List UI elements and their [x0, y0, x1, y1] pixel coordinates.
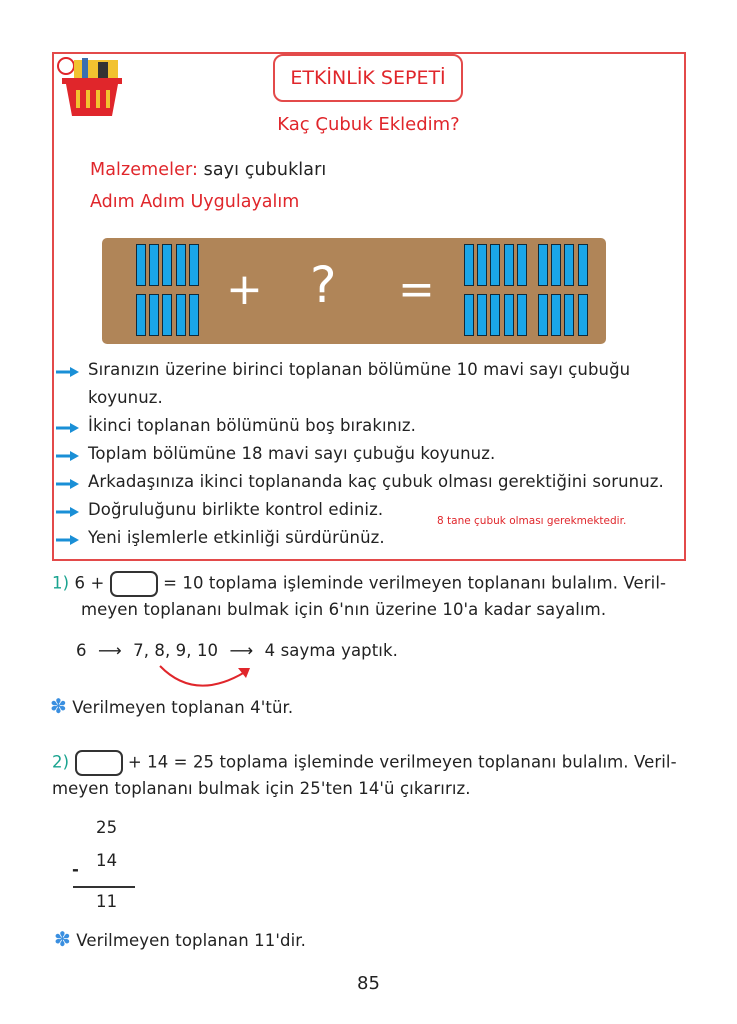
number-stick — [136, 244, 146, 286]
equals-sign: = — [398, 264, 435, 315]
number-stick — [517, 244, 527, 286]
number-stick — [578, 244, 588, 286]
number-stick — [464, 294, 474, 336]
number-stick — [517, 294, 527, 336]
plus-sign: + — [226, 264, 263, 315]
basket-icon — [56, 56, 128, 120]
number-stick — [551, 294, 561, 336]
number-stick — [464, 244, 474, 286]
number-stick — [477, 244, 487, 286]
number-stick — [176, 294, 186, 336]
minuend: 25 — [96, 818, 118, 837]
bullet-arrow-icon — [56, 450, 80, 462]
step-text: Doğruluğunu birlikte kontrol ediniz. — [88, 500, 384, 519]
question-mark: ? — [310, 256, 337, 314]
q1-line1: = 10 toplama işleminde verilmeyen toplananı bulalım. Veril- — [163, 573, 667, 593]
materials-value: sayı çubukları — [203, 160, 327, 180]
number-stick — [538, 294, 548, 336]
arrow-icon: ⟶ — [229, 641, 254, 660]
number-stick — [490, 294, 500, 336]
q2-answer-box — [75, 750, 123, 776]
number-stick — [504, 294, 514, 336]
q1-pre: 6 + — [74, 573, 105, 593]
bullet-arrow-icon — [56, 506, 80, 518]
q2-number: 2) — [52, 752, 70, 772]
number-stick — [504, 244, 514, 286]
bullet-arrow-icon — [56, 422, 80, 434]
step-text: Sıranızın üzerine birinci toplanan bölümüne 10 mavi sayı çubuğu — [88, 360, 631, 379]
flower-icon: ✽ — [54, 927, 71, 951]
step-text: İkinci toplanan bölümünü boş bırakınız. — [88, 416, 417, 435]
number-stick — [136, 294, 146, 336]
seq-numbers: 7, 8, 9, 10 — [133, 641, 219, 660]
bullet-arrow-icon — [56, 366, 80, 378]
number-stick — [477, 294, 487, 336]
bullet-arrow-icon — [56, 534, 80, 546]
flower-icon: ✽ — [50, 694, 67, 718]
q1-answer-box — [110, 571, 158, 597]
number-stick — [189, 244, 199, 286]
activity-subtitle: Kaç Çubuk Ekledim? — [277, 114, 460, 135]
seq-end: 4 sayma yaptık. — [264, 641, 398, 660]
q2-line2: meyen toplananı bulmak için 25'ten 14'ü çıkarırız. — [52, 779, 471, 798]
number-stick — [176, 244, 186, 286]
sticks-equation-panel — [102, 238, 606, 344]
q1-line2: meyen toplananı bulmak için 6'nın üzerine 10'a kadar sayalım. — [81, 600, 607, 619]
number-stick — [490, 244, 500, 286]
steps-heading: Adım Adım Uygulayalım — [90, 192, 300, 212]
q1-number: 1) — [52, 573, 70, 593]
arrow-icon: ⟶ — [97, 641, 122, 660]
number-stick — [149, 294, 159, 336]
number-stick — [538, 244, 548, 286]
number-stick — [162, 244, 172, 286]
subtrahend: 14 — [96, 851, 118, 870]
number-stick — [551, 244, 561, 286]
subtraction-line — [73, 886, 135, 888]
step-text: Toplam bölümüne 18 mavi sayı çubuğu koyunuz. — [88, 444, 496, 463]
activity-title: ETKİNLİK SEPETİ — [273, 54, 463, 102]
q1-answer: Verilmeyen toplanan 4'tür. — [72, 698, 294, 717]
q2-answer: Verilmeyen toplanan 11'dir. — [76, 931, 306, 950]
teacher-note: 8 tane çubuk olması gerekmektedir. — [437, 515, 627, 527]
number-stick — [149, 244, 159, 286]
page-number: 85 — [357, 973, 380, 994]
number-stick — [564, 294, 574, 336]
bullet-arrow-icon — [56, 478, 80, 490]
step-text: koyunuz. — [88, 388, 163, 407]
number-stick — [162, 294, 172, 336]
q2-line1: + 14 = 25 toplama işleminde verilmeyen toplananı bulalım. Veril- — [127, 752, 677, 772]
materials-label: Malzemeler: — [90, 160, 198, 180]
number-stick — [189, 294, 199, 336]
step-text: Arkadaşınıza ikinci toplananda kaç çubuk olması gerektiğini sorunuz. — [88, 472, 664, 491]
step-text: Yeni işlemlerle etkinliği sürdürünüz. — [88, 528, 385, 547]
curved-arrow-icon — [150, 660, 260, 696]
seq-start: 6 — [76, 641, 87, 660]
result: 11 — [96, 892, 118, 911]
minus-sign: - — [72, 860, 79, 879]
number-stick — [564, 244, 574, 286]
number-stick — [578, 294, 588, 336]
